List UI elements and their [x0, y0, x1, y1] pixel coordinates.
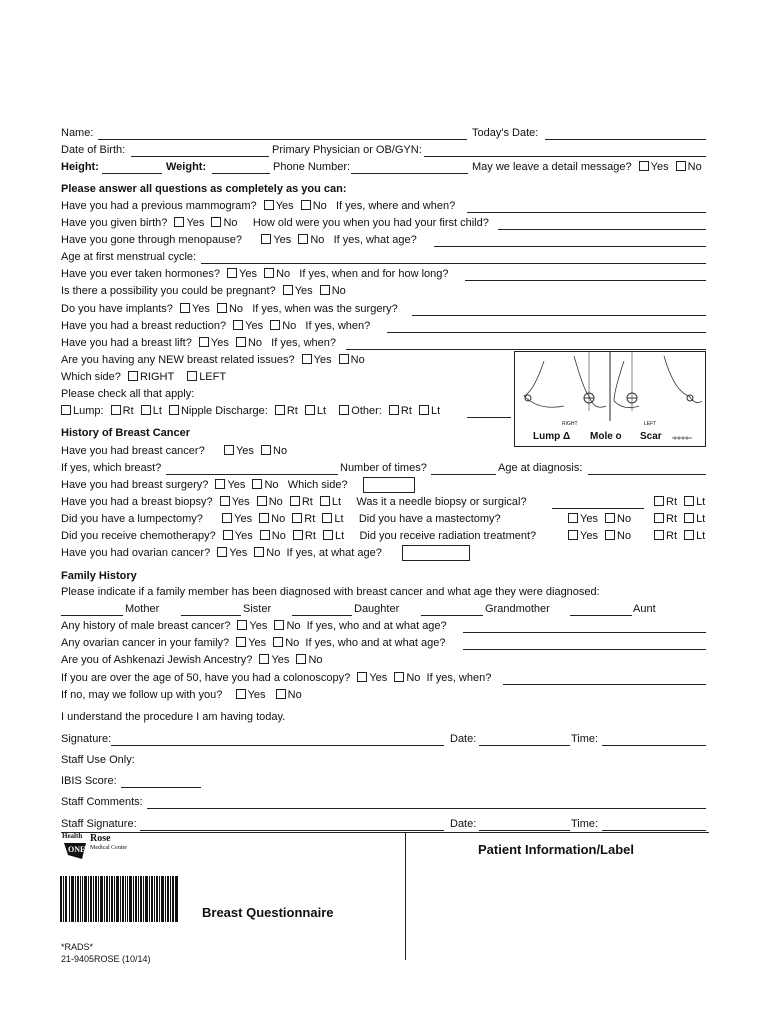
nipple-lt-checkbox[interactable] [305, 405, 315, 415]
grandmother-field[interactable] [421, 603, 483, 616]
no-label: No [406, 672, 421, 684]
colonoscopy-when-label: If yes, when? [426, 672, 492, 684]
mammogram-no-checkbox[interactable] [301, 200, 311, 210]
yes-label: Yes [650, 161, 669, 173]
other-field[interactable] [467, 405, 511, 418]
message-no-checkbox[interactable] [676, 161, 686, 171]
reduction-followup-label: If yes, when? [305, 320, 371, 332]
staff-use-label: Staff Use Only: [61, 754, 135, 766]
chemo-rt-checkbox[interactable] [293, 530, 303, 540]
lt-label: Lt [696, 513, 706, 525]
right-checkbox[interactable] [128, 371, 138, 381]
mastectomy-lt-checkbox[interactable] [684, 513, 694, 523]
lt-label: Lt [331, 496, 342, 508]
ovarian-question [61, 547, 382, 559]
lumpectomy-rt-checkbox[interactable] [292, 513, 302, 523]
form-title: Breast Questionnaire [202, 905, 334, 920]
other-lt-checkbox[interactable] [419, 405, 429, 415]
family-ovarian-label: Any ovarian cancer in your family? [61, 637, 230, 649]
logo-medical: Medical Center [90, 845, 128, 851]
surgery-question [61, 479, 348, 491]
todays-date-field[interactable] [545, 127, 706, 140]
biopsy-question [61, 496, 527, 508]
needle-rt-checkbox[interactable] [654, 496, 664, 506]
no-label: No [331, 285, 346, 297]
other-checkbox[interactable] [339, 405, 349, 415]
staff-comments-field[interactable] [147, 796, 706, 809]
needle-sides [650, 496, 705, 508]
understand-statement: I understand the procedure I am having today. [61, 711, 286, 723]
lift-followup-label: If yes, when? [271, 337, 336, 349]
mastectomy-yes-checkbox[interactable] [568, 513, 578, 523]
radiation-rt-checkbox[interactable] [654, 530, 664, 540]
yes-label: Yes [229, 547, 248, 559]
menstrual-label: Age at first menstrual cycle: [61, 251, 197, 263]
chemo-no-checkbox[interactable] [260, 530, 270, 540]
healthone-rose-logo [60, 833, 150, 863]
lift-label: Have you had a breast lift? [61, 337, 192, 349]
menopause-question [61, 234, 417, 246]
colonoscopy-label: If you are over the age of 50, have you had a colonoscopy? [61, 672, 351, 684]
birth-followup-label: How old were you when you had your first child? [252, 217, 489, 229]
lumpectomy-label: Did you have a lumpectomy? [61, 513, 203, 525]
implants-followup-field[interactable] [412, 303, 706, 316]
no-label: No [617, 513, 632, 525]
yes-label: Yes [313, 354, 332, 366]
yes-label: Yes [234, 513, 253, 525]
family-ovarian-who-label: If yes, who and at what age? [305, 637, 446, 649]
reduction-yes-checkbox[interactable] [233, 320, 243, 330]
hormones-no-checkbox[interactable] [264, 268, 274, 278]
chemo-yes-checkbox[interactable] [223, 530, 233, 540]
rt-label: Rt [304, 513, 316, 525]
signature-label: Signature: [61, 733, 112, 745]
lumpectomy-no-checkbox[interactable] [259, 513, 269, 523]
new-issues-question [61, 354, 365, 366]
radiation-no-checkbox[interactable] [605, 530, 615, 540]
follow-up-no-checkbox[interactable] [276, 689, 286, 699]
reduction-question [61, 320, 370, 332]
implants-label: Do you have implants? [61, 303, 173, 315]
no-label: No [350, 354, 365, 366]
daughter-field[interactable] [292, 603, 352, 616]
radiation-yes-checkbox[interactable] [568, 530, 578, 540]
follow-up-label: If no, may we follow up with you? [61, 689, 223, 701]
no-label: No [228, 303, 244, 315]
colonoscopy-question [61, 672, 491, 684]
ashkenazi-no-checkbox[interactable] [296, 654, 306, 664]
nipple-label: Nipple Discharge: [180, 405, 268, 417]
yes-label: Yes [275, 200, 294, 212]
staff-date-label: Date: [450, 818, 477, 830]
no-label: No [282, 320, 297, 332]
staff-time-field[interactable] [602, 818, 706, 831]
physician-label: Primary Physician or OB/GYN: [272, 144, 422, 156]
biopsy-lt-checkbox[interactable] [320, 496, 330, 506]
yes-label: Yes [231, 496, 250, 508]
no-label: No [247, 337, 262, 349]
had-cancer-question [61, 445, 287, 457]
yes-label: Yes [580, 513, 598, 525]
mammogram-yes-checkbox[interactable] [264, 200, 274, 210]
menopause-followup-field[interactable] [434, 234, 706, 247]
history-title: History of Breast Cancer [61, 427, 190, 439]
implants-followup-label: If yes, when was the surgery? [252, 303, 398, 315]
label-divider [405, 832, 406, 960]
yes-label: Yes [369, 672, 388, 684]
left-label: LEFT [199, 371, 227, 383]
ashkenazi-yes-checkbox[interactable] [259, 654, 269, 664]
diagram-right-label: RIGHT [562, 421, 578, 427]
no-label: No [687, 161, 702, 173]
surgery-yes-checkbox[interactable] [215, 479, 225, 489]
physician-field[interactable] [424, 144, 706, 157]
dob-field[interactable] [131, 144, 269, 157]
new-issues-yes-checkbox[interactable] [302, 354, 312, 364]
no-label: No [271, 530, 286, 542]
rads-code: *RADS* [61, 942, 94, 952]
family-title: Family History [61, 570, 137, 582]
birth-label: Have you given birth? [61, 217, 168, 229]
surgery-no-checkbox[interactable] [252, 479, 262, 489]
menopause-label: Have you gone through menopause? [61, 234, 243, 246]
yes-label: Yes [294, 285, 313, 297]
yes-label: Yes [245, 320, 264, 332]
form-code: 21-9405ROSE (10/14) [61, 954, 151, 964]
dob-label: Date of Birth: [61, 144, 126, 156]
ovarian-age-field[interactable] [402, 545, 470, 561]
needle-lt-checkbox[interactable] [684, 496, 694, 506]
needle-field[interactable] [552, 496, 644, 509]
no-label: No [308, 654, 323, 666]
biopsy-label: Have you had a breast biopsy? [61, 496, 213, 508]
lt-label: Lt [152, 405, 162, 417]
ovarian-yes-checkbox[interactable] [217, 547, 227, 557]
birth-question [61, 217, 489, 229]
colonoscopy-yes-checkbox[interactable] [357, 672, 367, 682]
name-label: Name: [61, 127, 94, 139]
no-label: No [273, 445, 288, 457]
instructions: Please answer all questions as completely as you can: [61, 183, 347, 195]
lift-followup-field[interactable] [346, 337, 706, 350]
age-diagnosis-label: Age at diagnosis: [498, 462, 583, 474]
time-label: Time: [571, 733, 599, 745]
height-field[interactable] [102, 161, 162, 174]
aunt-label: Aunt [633, 603, 656, 615]
menopause-followup-label: If yes, what age? [333, 234, 417, 246]
hormones-followup-field[interactable] [465, 268, 706, 281]
follow-up-yes-checkbox[interactable] [236, 689, 246, 699]
diagram-scar-legend: Scar [640, 431, 662, 442]
phone-field[interactable] [351, 161, 468, 174]
family-ovarian-who-field[interactable] [463, 637, 706, 650]
message-label: May we leave a detail message? [472, 161, 632, 173]
chemo-question [61, 530, 536, 542]
no-label: No [310, 234, 325, 246]
no-label: No [268, 496, 283, 508]
rt-label: Rt [666, 513, 677, 525]
barcode-icon [60, 876, 178, 922]
ibis-label: IBIS Score: [61, 775, 117, 787]
hormones-question [61, 268, 449, 280]
other-rt-checkbox[interactable] [389, 405, 399, 415]
yes-label: Yes [234, 530, 253, 542]
yes-label: Yes [186, 217, 205, 229]
ibis-field[interactable] [121, 775, 201, 788]
yes-label: Yes [249, 620, 268, 632]
mastectomy-label: Did you have a mastectomy? [358, 513, 501, 525]
number-times-field[interactable] [431, 462, 496, 475]
family-instructions: Please indicate if a family member has been diagnosed with breast cancer and what age they were diagnosed: [61, 586, 600, 598]
hormones-yes-checkbox[interactable] [227, 268, 237, 278]
yes-label: Yes [580, 530, 598, 542]
biopsy-no-checkbox[interactable] [257, 496, 267, 506]
yes-label: Yes [227, 479, 246, 491]
date-label: Date: [450, 733, 477, 745]
mastectomy-no-checkbox[interactable] [605, 513, 615, 523]
lt-label: Lt [696, 530, 706, 542]
had-cancer-label: Have you had breast cancer? [61, 445, 205, 457]
menopause-no-checkbox[interactable] [298, 234, 308, 244]
mammogram-label: Have you had a previous mammogram? [61, 200, 257, 212]
diagram-mole-legend: Mole o [590, 431, 622, 442]
weight-field[interactable] [212, 161, 270, 174]
lump-lt-checkbox[interactable] [141, 405, 151, 415]
male-label: Any history of male breast cancer? [61, 620, 231, 632]
signature-field[interactable] [111, 733, 444, 746]
no-label: No [312, 200, 327, 212]
message-question [472, 161, 702, 173]
reduction-no-checkbox[interactable] [270, 320, 280, 330]
chemo-label: Did you receive chemotherapy? [61, 530, 216, 542]
biopsy-yes-checkbox[interactable] [220, 496, 230, 506]
radiation-options [564, 530, 631, 542]
ashkenazi-label: Are you of Ashkenazi Jewish Ancestry? [61, 654, 253, 666]
rt-label: Rt [286, 405, 298, 417]
no-label: No [223, 217, 238, 229]
rt-label: Rt [122, 405, 134, 417]
male-question [61, 620, 447, 632]
logo-rose: Rose [90, 833, 111, 844]
ashkenazi-question [61, 654, 323, 666]
staff-date-field[interactable] [479, 818, 570, 831]
staff-signature-field[interactable] [140, 818, 444, 831]
reduction-label: Have you had a breast reduction? [61, 320, 227, 332]
mammogram-followup-label: If yes, where and when? [335, 200, 456, 212]
mastectomy-sides [650, 513, 705, 525]
yes-label: Yes [271, 654, 290, 666]
mastectomy-options [564, 513, 631, 525]
no-label: No [617, 530, 632, 542]
staff-time-label: Time: [571, 818, 599, 830]
message-yes-checkbox[interactable] [639, 161, 649, 171]
logo-one: ONE [68, 845, 86, 854]
ovarian-age-label: If yes, at what age? [286, 547, 382, 559]
radiation-lt-checkbox[interactable] [684, 530, 694, 540]
mammogram-question [61, 200, 455, 212]
birth-yes-checkbox[interactable] [174, 217, 184, 227]
birth-followup-field[interactable] [498, 217, 706, 230]
rt-label: Rt [304, 530, 316, 542]
family-ovarian-no-checkbox[interactable] [273, 637, 283, 647]
logo-health: Health [62, 832, 83, 840]
biopsy-rt-checkbox[interactable] [290, 496, 300, 506]
mother-field[interactable] [61, 603, 123, 616]
birth-no-checkbox[interactable] [211, 217, 221, 227]
lump-rt-checkbox[interactable] [111, 405, 121, 415]
pregnant-label: Is there a possibility you could be pregnant? [61, 285, 276, 297]
pregnant-question [61, 285, 346, 297]
radiation-label: Did you receive radiation treatment? [359, 530, 537, 542]
daughter-label: Daughter [354, 603, 400, 615]
lt-label: Lt [334, 530, 345, 542]
lumpectomy-question [61, 513, 501, 525]
hormones-followup-label: If yes, when and for how long? [299, 268, 449, 280]
pregnant-no-checkbox[interactable] [320, 285, 330, 295]
lumpectomy-lt-checkbox[interactable] [322, 513, 332, 523]
radiation-sides [650, 530, 705, 542]
implants-yes-checkbox[interactable] [180, 303, 190, 313]
male-no-checkbox[interactable] [274, 620, 284, 630]
had-cancer-yes-checkbox[interactable] [224, 445, 234, 455]
time-field[interactable] [602, 733, 706, 746]
staff-comments-label: Staff Comments: [61, 796, 143, 808]
phone-label: Phone Number: [273, 161, 351, 173]
chemo-lt-checkbox[interactable] [323, 530, 333, 540]
menopause-yes-checkbox[interactable] [261, 234, 271, 244]
family-ovarian-question [61, 637, 445, 649]
yes-label: Yes [235, 445, 254, 457]
surgery-label: Have you had breast surgery? [61, 479, 209, 491]
implants-question [61, 303, 398, 315]
no-label: No [266, 547, 281, 559]
follow-up-question [61, 689, 302, 701]
patient-info-label: Patient Information/Label [478, 842, 635, 857]
right-label: RIGHT [139, 371, 175, 383]
lump-label: Lump: [73, 405, 104, 417]
hormones-label: Have you ever taken hormones? [61, 268, 220, 280]
diagram-left-label: LEFT [644, 421, 657, 427]
reduction-followup-field[interactable] [387, 320, 706, 333]
menstrual-field[interactable] [201, 251, 706, 264]
male-who-field[interactable] [463, 620, 706, 633]
lumpectomy-yes-checkbox[interactable] [222, 513, 232, 523]
needle-label: Was it a needle biopsy or surgical? [356, 496, 527, 508]
which-side-question [61, 371, 226, 383]
implants-no-checkbox[interactable] [217, 303, 227, 313]
sister-field[interactable] [181, 603, 241, 616]
ovarian-label: Have you had ovarian cancer? [61, 547, 211, 559]
staff-signature-label: Staff Signature: [61, 818, 137, 830]
lift-no-checkbox[interactable] [236, 337, 246, 347]
lump-checkbox[interactable] [61, 405, 71, 415]
yes-label: Yes [191, 303, 210, 315]
rt-label: Rt [666, 496, 677, 508]
name-field[interactable] [98, 127, 467, 140]
check-all-label: Please check all that apply: [61, 388, 195, 400]
which-breast-label: If yes, which breast? [61, 462, 162, 474]
number-times-label: Number of times? [340, 462, 427, 474]
surgery-which-side-field[interactable] [363, 477, 415, 493]
surgery-which-side-label: Which side? [287, 479, 348, 491]
new-issues-no-checkbox[interactable] [339, 354, 349, 364]
no-label: No [276, 268, 291, 280]
new-issues-label: Are you having any NEW breast related issues? [61, 354, 295, 366]
height-label: Height: [61, 161, 99, 173]
no-label: No [285, 637, 300, 649]
which-breast-field[interactable] [166, 462, 338, 475]
todays-date-label: Today's Date: [472, 127, 539, 139]
sister-label: Sister [243, 603, 272, 615]
date-field[interactable] [479, 733, 570, 746]
other-label: Other: [351, 405, 382, 417]
yes-label: Yes [273, 234, 292, 246]
mother-label: Mother [125, 603, 160, 615]
pregnant-yes-checkbox[interactable] [283, 285, 293, 295]
male-who-label: If yes, who and at what age? [306, 620, 447, 632]
lt-label: Lt [316, 405, 327, 417]
yes-label: Yes [210, 337, 229, 349]
diagram-lump-legend: Lump Δ [533, 431, 571, 442]
mammogram-followup-field[interactable] [467, 200, 706, 213]
no-label: No [264, 479, 279, 491]
symptoms-row [61, 405, 440, 417]
male-yes-checkbox[interactable] [237, 620, 247, 630]
had-cancer-no-checkbox[interactable] [261, 445, 271, 455]
lift-question [61, 337, 336, 349]
weight-label: Weight: [166, 161, 207, 173]
which-side-label: Which side? [61, 371, 121, 383]
yes-label: Yes [239, 268, 257, 280]
lt-label: Lt [334, 513, 344, 525]
colonoscopy-when-field[interactable] [503, 672, 706, 685]
breast-diagram[interactable] [514, 351, 706, 447]
ovarian-no-checkbox[interactable] [254, 547, 264, 557]
aunt-field[interactable] [570, 603, 632, 616]
nipple-checkbox[interactable] [169, 405, 179, 415]
rt-label: Rt [301, 496, 313, 508]
nipple-rt-checkbox[interactable] [275, 405, 285, 415]
left-checkbox[interactable] [187, 371, 197, 381]
age-diagnosis-field[interactable] [588, 462, 706, 475]
colonoscopy-no-checkbox[interactable] [394, 672, 404, 682]
lt-label: Lt [430, 405, 441, 417]
mastectomy-rt-checkbox[interactable] [654, 513, 664, 523]
bottom-divider [61, 832, 709, 833]
yes-label: Yes [248, 637, 267, 649]
yes-label: Yes [247, 689, 266, 701]
grandmother-label: Grandmother [485, 603, 550, 615]
no-label: No [287, 689, 302, 701]
lift-yes-checkbox[interactable] [199, 337, 209, 347]
family-ovarian-yes-checkbox[interactable] [236, 637, 246, 647]
no-label: No [286, 620, 301, 632]
rt-label: Rt [666, 530, 677, 542]
no-label: No [271, 513, 286, 525]
lt-label: Lt [696, 496, 706, 508]
rt-label: Rt [400, 405, 412, 417]
